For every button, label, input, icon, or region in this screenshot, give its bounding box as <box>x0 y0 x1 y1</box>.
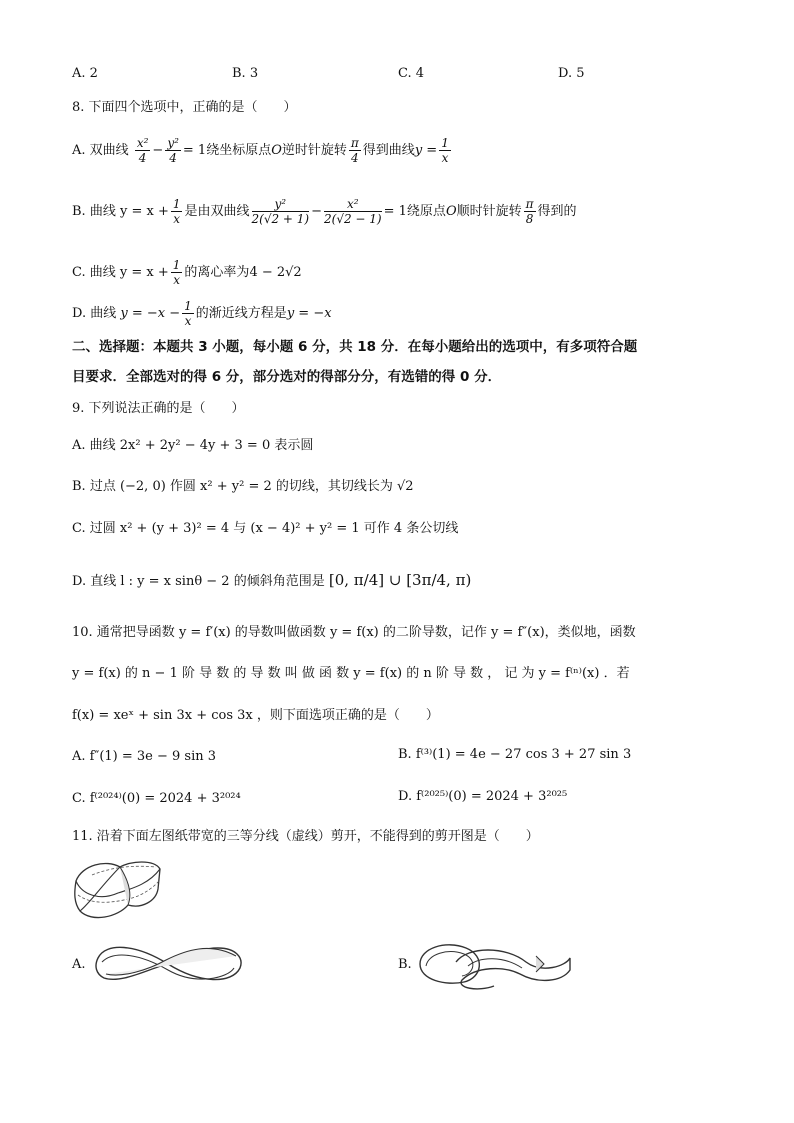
frac: $\frac{\pi}{8}$ <box>525 197 534 226</box>
figure-b-linked-loops <box>416 936 574 994</box>
frac: $\frac{1}{x}$ <box>172 197 181 226</box>
frac: $\frac{1}{x}$ <box>441 136 449 165</box>
frac: $\frac{\text{y²}}{4}$ <box>167 136 179 165</box>
q11-option-b-label: B. <box>398 957 412 972</box>
q10-option-b: B. f⁽³⁾(1) = 4e − 27 cos 3 + 27 sin 3 <box>398 747 632 762</box>
q8-option-d: D. 曲线 y = −x − $\frac{1}{x}$ 的渐近线方程是y = −x <box>72 299 332 328</box>
q7-option-a: A. 2 <box>72 66 98 81</box>
q8-option-c: C. 曲线 y = x + $\frac{1}{x}$ 的离心率为4 − 2√2 <box>72 258 302 287</box>
q7-option-b: B. 3 <box>232 66 259 81</box>
q11-option-a-label: A. <box>72 957 86 972</box>
q9-option-a: A. 曲线 2x² + 2y² − 4y + 3 = 0 表示圆 <box>72 438 314 453</box>
frac: $\frac{\text{x²}}{2(√2 - 1)}$ <box>324 197 382 226</box>
section2-line1: 二、选择题：本题共 3 小题，每小题 6 分，共 18 分．在每小题给出的选项中，有多项符合题 <box>72 339 638 355</box>
q8-stem: 8. 下面四个选项中，正确的是（ ） <box>72 100 297 115</box>
frac: $\frac{1}{x}$ <box>172 258 181 287</box>
q9-option-d: D. 直线 l : y = x sinθ − 2 的倾斜角范围是 [0, π/4] ∪ [3π/4, π) <box>72 571 472 589</box>
q10-option-c: C. f⁽²⁰²⁴⁾(0) = 2024 + 3²⁰²⁴ <box>72 791 241 806</box>
q7-option-c: C. 4 <box>398 66 425 81</box>
q9-stem: 9. 下列说法正确的是（ ） <box>72 401 245 416</box>
q8-option-a: A. 双曲线 $\frac{\text{x²}}{4}$ − $\frac{\text{y²}}{4}$ = 1绕坐标原点O逆时针旋转 $\frac{\pi}{4}$ 得到曲线y = $\frac{1}{x}$ <box>72 136 449 165</box>
q10-line1: 10. 通常把导函数 y = f′(x) 的导数叫做函数 y = f(x) 的二阶导数，记作 y = f″(x)，类似地，函数 <box>72 625 636 640</box>
q10-line2: y = f(x) 的 n − 1 阶 导 数 的 导 数 叫 做 函 数 y = f(x) 的 n 阶 导 数 ， 记 为 y = f⁽ⁿ⁾(x) ．若 <box>72 666 630 681</box>
paper-band-figure <box>72 855 164 927</box>
q10-option-a: A. f″(1) = 3e − 9 sin 3 <box>72 749 217 764</box>
frac: $\frac{1}{x}$ <box>184 299 192 328</box>
q9-option-c: C. 过圆 x² + (y + 3)² = 4 与 (x − 4)² + y² = 1 可作 4 条公切线 <box>72 521 459 536</box>
figure-a-twisted-loop <box>92 938 244 990</box>
q9-option-b: B. 过点 (−2, 0) 作圆 x² + y² = 2 的切线，其切线长为 √2 <box>72 479 414 494</box>
frac: $\frac{\text{y²}}{2(√2 + 1)}$ <box>251 197 310 226</box>
frac: $\frac{\text{x²}}{4}$ <box>136 136 149 165</box>
q8-option-b: B. 曲线 y = x + $\frac{1}{x}$ 是由双曲线 $\frac{\text{y²}}{2(√2 + 1)}$ − $\frac{\text{x²}}{2(√2 - 1)}$ = 1绕原点O顺时针旋转 $\frac{\pi}{8}$ 得到的 <box>72 197 577 226</box>
section2-line2: 目要求．全部选对的得 6 分，部分选对的得部分分，有选错的得 0 分． <box>72 369 502 385</box>
q7-option-d: D. 5 <box>558 66 585 81</box>
q10-option-d: D. f⁽²⁰²⁵⁾(0) = 2024 + 3²⁰²⁵ <box>398 789 568 804</box>
q11-stem: 11. 沿着下面左图纸带宽的三等分线（虚线）剪开，不能得到的剪开图是（ ） <box>72 829 539 844</box>
frac: $\frac{\pi}{4}$ <box>350 136 359 165</box>
q10-line3: f(x) = xeˣ + sin 3x + cos 3x ，则下面选项正确的是（ ） <box>72 708 439 723</box>
